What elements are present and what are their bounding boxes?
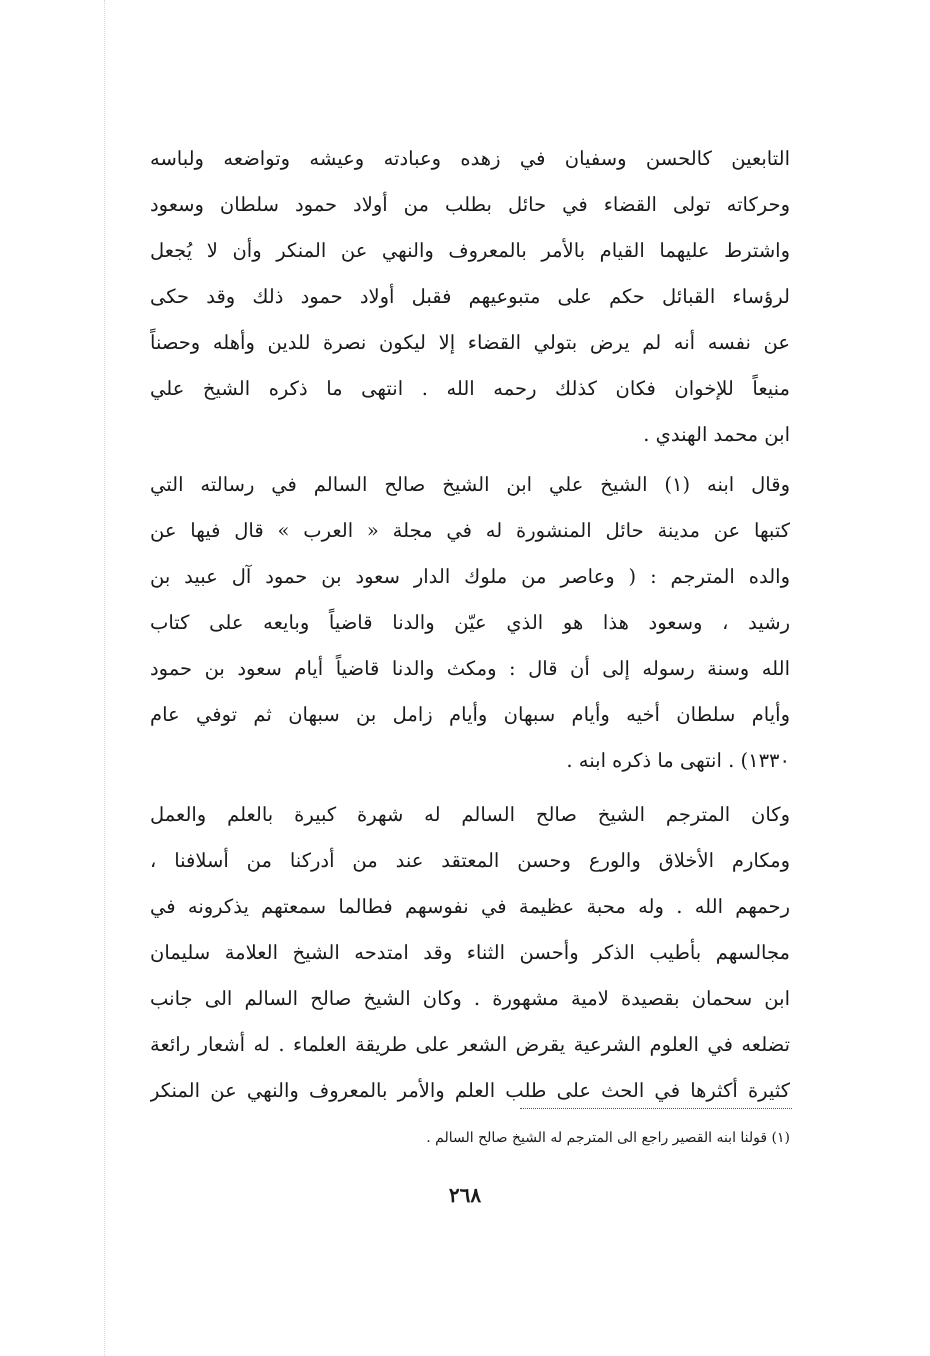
text-line: تضلعه في العلوم الشرعية يقرض الشعر على طريقة العلماء . له أشعار رائعة — [150, 1033, 790, 1056]
text-line: مجالسهم بأطيب الذكر وأحسن الثناء وقد امتدحه الشيخ العلامة سليمان — [150, 941, 790, 964]
footnote-divider — [520, 1108, 792, 1109]
text-line: وقال ابنه (١) الشيخ علي ابن الشيخ صالح السالم في رسالته التي — [150, 473, 790, 496]
text-line: لرؤساء القبائل حكم على متبوعيهم فقبل أولاد حمود ذلك وقد حكى — [150, 285, 790, 308]
text-line: رحمهم الله . وله محبة عظيمة في نفوسهم فطالما سمعتهم يذكرونه في — [150, 895, 790, 918]
page-number: ٢٦٨ — [448, 1183, 482, 1207]
text-line: ١٣٣٠) . انتهى ما ذكره ابنه . — [566, 749, 790, 772]
text-line: ابن محمد الهندي . — [643, 423, 790, 446]
text-line: عن نفسه أنه لم يرض بتولي القضاء إلا ليكون نصرة للدين وأهله وحصناً — [150, 331, 790, 354]
text-line: التابعين كالحسن وسفيان في زهده وعبادته وعيشه وتواضعه ولباسه — [150, 147, 790, 170]
text-line: كتبها عن مدينة حائل المنشورة له في مجلة « العرب » قال فيها عن — [150, 519, 790, 542]
text-line: وكان المترجم الشيخ صالح السالم له شهرة كبيرة بالعلم والعمل — [150, 803, 790, 826]
text-line: الله وسنة رسوله إلى أن قال : ومكث والدنا قاضياً أيام سعود بن حمود — [150, 657, 790, 680]
text-line: كثيرة أكثرها في الحث على طلب العلم والأمر بالمعروف والنهي عن المنكر — [150, 1079, 790, 1102]
scan-margin-artifact — [104, 0, 105, 1356]
paragraph-2 — [150, 462, 790, 784]
text-line: والده المترجم : ( وعاصر من ملوك الدار سعود بن حمود آل عبيد بن — [150, 565, 790, 588]
footnote: (١) قولنا ابنه القصير راجع الى المترجم له الشيخ صالح السالم . — [426, 1130, 790, 1146]
text-line: ومكارم الأخلاق والورع وحسن المعتقد عند من أدركنا من أسلافنا ، — [150, 849, 790, 872]
paragraph-1 — [150, 136, 790, 458]
text-line: واشترط عليهما القيام بالأمر بالمعروف والنهي عن المنكر وأن لا يُجعل — [150, 239, 790, 262]
text-line: رشيد ، وسعود هذا هو الذي عيّن والدنا قاضياً وبايعه على كتاب — [150, 611, 790, 634]
text-line: وحركاته تولى القضاء في حائل بطلب من أولاد حمود سلطان وسعود — [150, 193, 790, 216]
text-line: وأيام سلطان أخيه وأيام سبهان وأيام زامل بن سبهان ثم توفي عام — [150, 703, 790, 726]
text-line: ابن سحمان بقصيدة لامية مشهورة . وكان الشيخ صالح السالم الى جانب — [150, 987, 790, 1010]
paragraph-3 — [150, 792, 790, 1114]
text-line: منيعاً للإخوان فكان كذلك رحمه الله . انتهى ما ذكره الشيخ علي — [150, 377, 790, 400]
